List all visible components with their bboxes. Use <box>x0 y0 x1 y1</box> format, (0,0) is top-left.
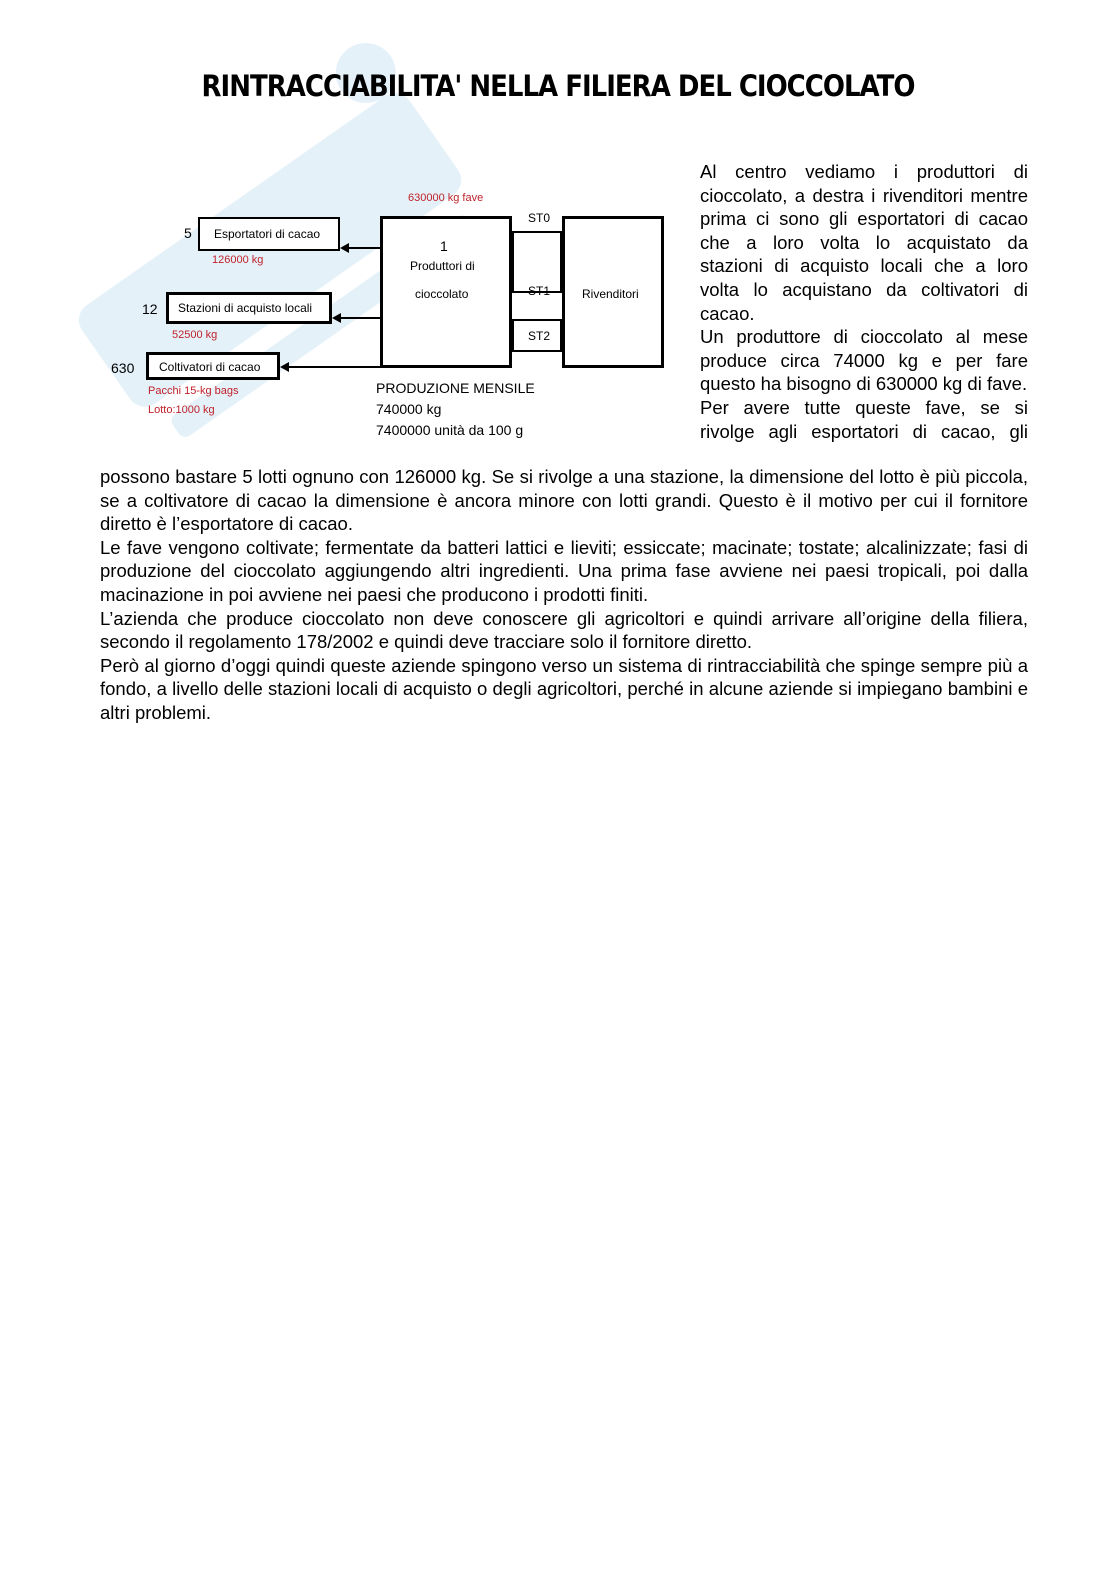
paragraph: Al centro vediamo i produttori di cioccolato, a destra i rivenditori mentre prima ci sono gli esportatori di cacao che a loro volta lo acquistato da stazioni di acquisto locali che a loro volta lo acquistano da coltivatori di cacao. <box>700 161 1028 324</box>
supplier-box-stations <box>166 292 332 324</box>
producer-input-label: 630000 kg fave <box>408 192 484 204</box>
paragraph: Le fave vengono coltivate; fermentate da batteri lattici e lieviti; essiccate; macinate; tostate; alcalinizzate; fasi di produzione del cioccolato aggiungendo altri ingredienti. Una prima fase avviene nei paesi tropicali, poi dalla macinazione in poi avviene nei paesi che producono i prodotti finiti. <box>100 536 1028 605</box>
station-label: ST1 <box>528 284 551 298</box>
paragraph: Per avere tutte queste fave, se si rivolge agli esportatori di cacao, gli <box>700 396 1028 442</box>
paragraph: Però al giorno d’oggi quindi queste aziende spingono verso un sistema di rintracciabilità che spinge sempre più a fondo, a livello delle stazioni locali di acquisto o degli agricoltori, perché in alcune aziende si impiegano bambini e altri problemi. <box>100 654 1028 723</box>
station-label: ST2 <box>528 329 551 343</box>
supplier-label: Stazioni di acquisto locali <box>178 301 313 315</box>
supplier-label: Coltivatori di cacao <box>159 360 261 374</box>
supplier-note-lot: Lotto:1000 kg <box>148 404 215 416</box>
retailer-box <box>562 216 664 368</box>
arrow-line <box>340 317 380 319</box>
paragraph: L’azienda che produce cioccolato non deve conoscere gli agricoltori e quindi arrivare all’origine della filiera, secondo il regolamento 178/2002 e quindi deve tracciare solo il fornitore diretto. <box>100 607 1028 653</box>
producer-box <box>380 216 512 368</box>
arrow-line <box>288 366 380 368</box>
supplier-note: 52500 kg <box>172 329 218 341</box>
page-title: RINTRACCIABILITA' NELLA FILIERA DEL CIOCCOLATO <box>201 70 915 104</box>
production-line1: 740000 kg <box>376 401 442 417</box>
arrow-line <box>348 247 380 249</box>
arrow-head <box>280 362 289 372</box>
supply-chain-diagram <box>100 180 680 450</box>
supplier-count: 5 <box>184 225 192 241</box>
producer-label-line1: Produttori di <box>410 259 475 273</box>
producer-count: 1 <box>440 238 448 254</box>
supplier-note: Pacchi 15-kg bags <box>148 385 239 397</box>
supplier-count: 12 <box>142 301 158 317</box>
arrow-head <box>332 313 341 323</box>
body-text <box>100 465 1028 725</box>
station-label: ST0 <box>528 211 551 225</box>
supplier-note: 126000 kg <box>212 254 264 266</box>
supplier-box-growers <box>146 352 280 380</box>
retailer-label: Rivenditori <box>582 287 639 301</box>
arrow-head <box>340 243 349 253</box>
supplier-box-exporters <box>198 217 340 251</box>
production-line2: 7400000 unità da 100 g <box>376 422 524 438</box>
supplier-label: Esportatori di cacao <box>214 227 321 241</box>
producer-label-line2: cioccolato <box>415 287 469 301</box>
paragraph: possono bastare 5 lotti ognuno con 126000 kg. Se si rivolge a una stazione, la dimensione del lotto è più piccola, se a coltivatore di cacao la dimensione è ancora minore con lotti grandi. Questo è il motivo per cui il fornitore diretto è l’esportatore di cacao. <box>100 466 1028 535</box>
supplier-count: 630 <box>111 360 135 376</box>
production-heading: PRODUZIONE MENSILE <box>376 380 535 396</box>
side-text <box>700 160 1028 443</box>
paragraph: Un produttore di cioccolato al mese produce circa 74000 kg e per fare questo ha bisogno di 630000 kg di fave. <box>700 326 1028 395</box>
